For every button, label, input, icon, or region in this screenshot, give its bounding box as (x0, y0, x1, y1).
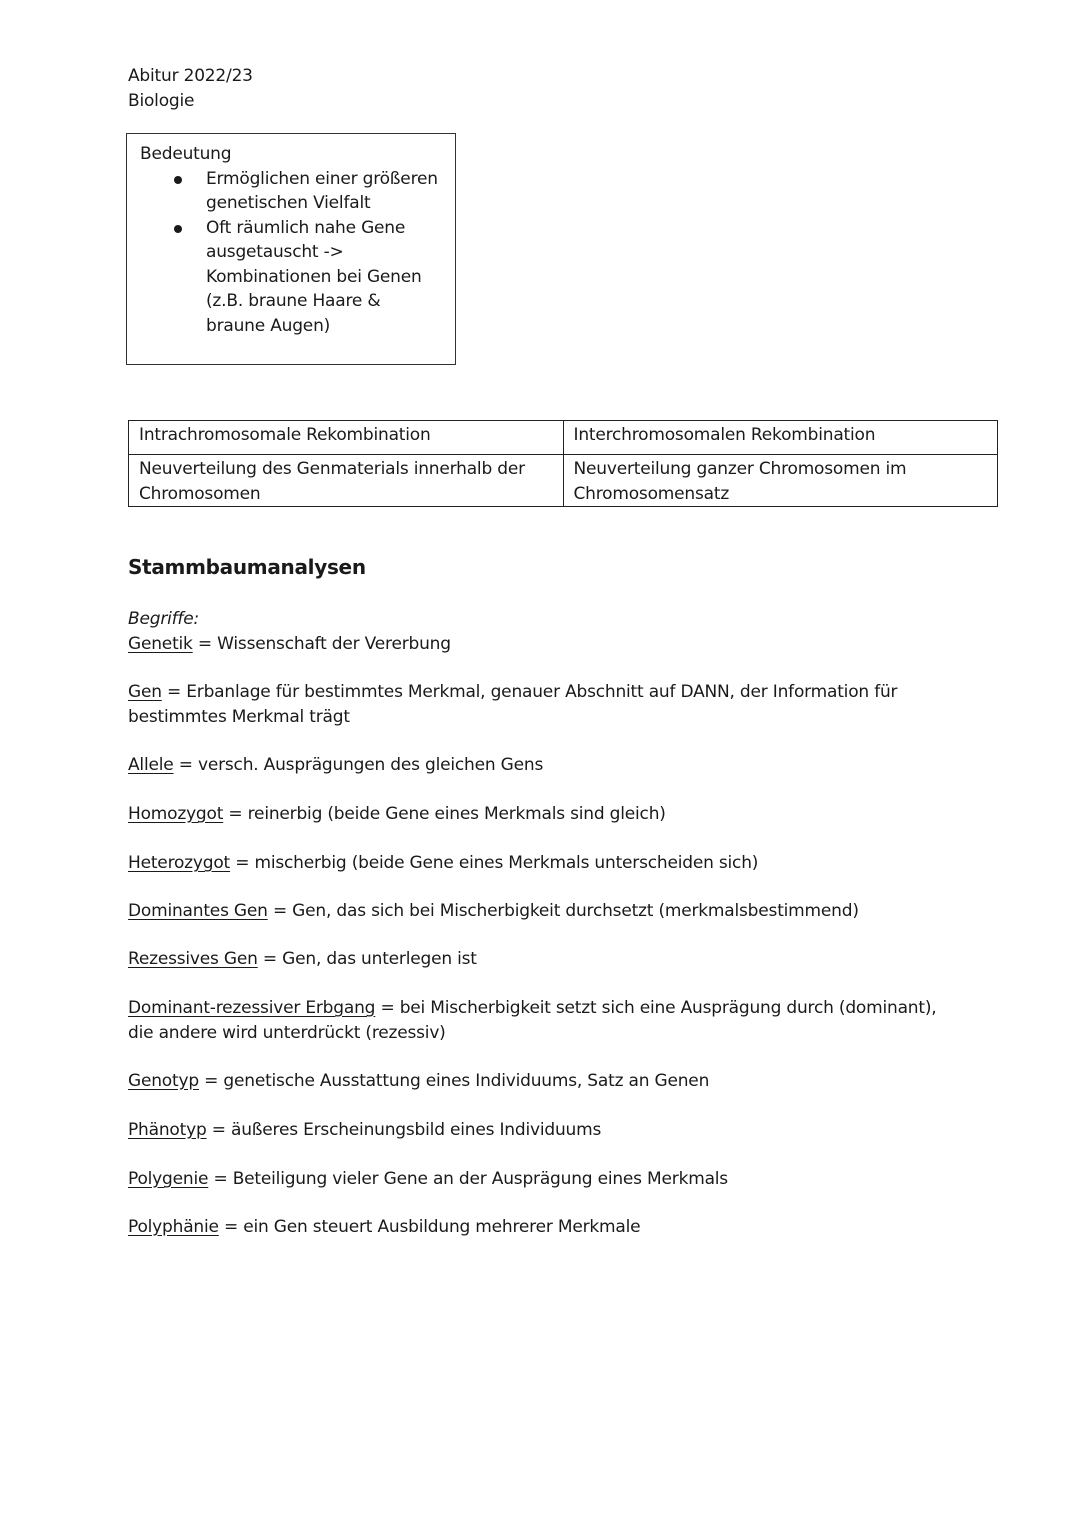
header-intrachromosomal: Intrachromosomale Rekombination (129, 421, 564, 455)
bedeutung-box (126, 133, 456, 365)
term-word: Allele (128, 755, 174, 775)
bedeutung-item: Oft räumlich nahe Gene ausgetauscht -> Kombinationen bei Genen (z.B. braune Haare & braune Augen) (140, 216, 443, 339)
term-definition: = versch. Ausprägungen des gleichen Gens (173, 755, 544, 775)
term-entry (128, 947, 958, 972)
header-subject: Biologie (128, 91, 195, 111)
term-word: Phänotyp (128, 1120, 207, 1140)
term-definition: = äußeres Erscheinungsbild eines Individuums (206, 1120, 602, 1140)
term-definition: = Wissenschaft der Vererbung (192, 633, 451, 654)
term-word: Dominant-rezessiver Erbgang (128, 998, 376, 1018)
begriffe-label: Begriffe: (128, 609, 199, 629)
term-word: Heterozygot (128, 853, 231, 873)
rekombination-table (128, 420, 998, 507)
term-word: Gen (128, 682, 162, 702)
term-definition: = genetische Ausstattung eines Individuums, Satz an Genen (198, 1071, 710, 1091)
header-interchromosomal: Interchromosomalen Rekombination (563, 421, 998, 455)
term-definition: = Erbanlage für bestimmtes Merkmal, genauer Abschnitt auf DANN, der Information für bestimmtes Merkmal trägt (128, 682, 898, 727)
term-entry (128, 1118, 958, 1143)
term-definition: = Gen, das unterlegen ist (257, 949, 477, 969)
document-header (128, 64, 253, 114)
term-entry (128, 802, 958, 827)
term-definition: = Beteiligung vieler Gene an der Ausprägung eines Merkmals (208, 1169, 728, 1189)
term-entry (128, 996, 958, 1045)
term-definition: = ein Gen steuert Ausbildung mehrerer Merkmale (218, 1217, 641, 1237)
term-entry (128, 680, 958, 729)
term-entry (128, 1069, 958, 1094)
table-row (129, 455, 998, 507)
term-definition: = mischerbig (beide Gene eines Merkmals unterscheiden sich) (230, 853, 759, 873)
term-word: Genotyp (128, 1071, 199, 1091)
term-word: Genetik (128, 633, 193, 654)
bedeutung-list (140, 167, 443, 339)
term-word: Homozygot (128, 804, 224, 824)
section-title: Stammbaumanalysen (128, 555, 366, 579)
term-entry (128, 899, 958, 924)
bedeutung-item: Ermöglichen einer größeren genetischen Vielfalt (140, 167, 443, 216)
term-entry (128, 632, 958, 657)
term-word: Polyphänie (128, 1217, 219, 1237)
term-definition: = reinerbig (beide Gene eines Merkmals sind gleich) (223, 804, 666, 824)
cell-interchromosomal: Neuverteilung ganzer Chromosomen im Chromosomensatz (563, 455, 998, 507)
cell-intrachromosomal: Neuverteilung des Genmaterials innerhalb der Chromosomen (129, 455, 564, 507)
header-course: Abitur 2022/23 (128, 66, 253, 86)
term-definition: = bei Mischerbigkeit setzt sich eine Ausprägung durch (dominant), die andere wird unterdrückt (rezessiv) (128, 998, 937, 1043)
table-header-row (129, 421, 998, 455)
term-word: Polygenie (128, 1169, 209, 1189)
term-entry (128, 1167, 958, 1192)
bedeutung-title: Bedeutung (140, 144, 232, 164)
term-definition: = Gen, das sich bei Mischerbigkeit durchsetzt (merkmalsbestimmend) (267, 901, 859, 921)
begriffe-block (128, 607, 958, 656)
term-entry (128, 753, 958, 778)
term-entry (128, 1215, 958, 1240)
term-word: Dominantes Gen (128, 901, 268, 921)
term-entry (128, 851, 958, 876)
term-word: Rezessives Gen (128, 949, 258, 969)
